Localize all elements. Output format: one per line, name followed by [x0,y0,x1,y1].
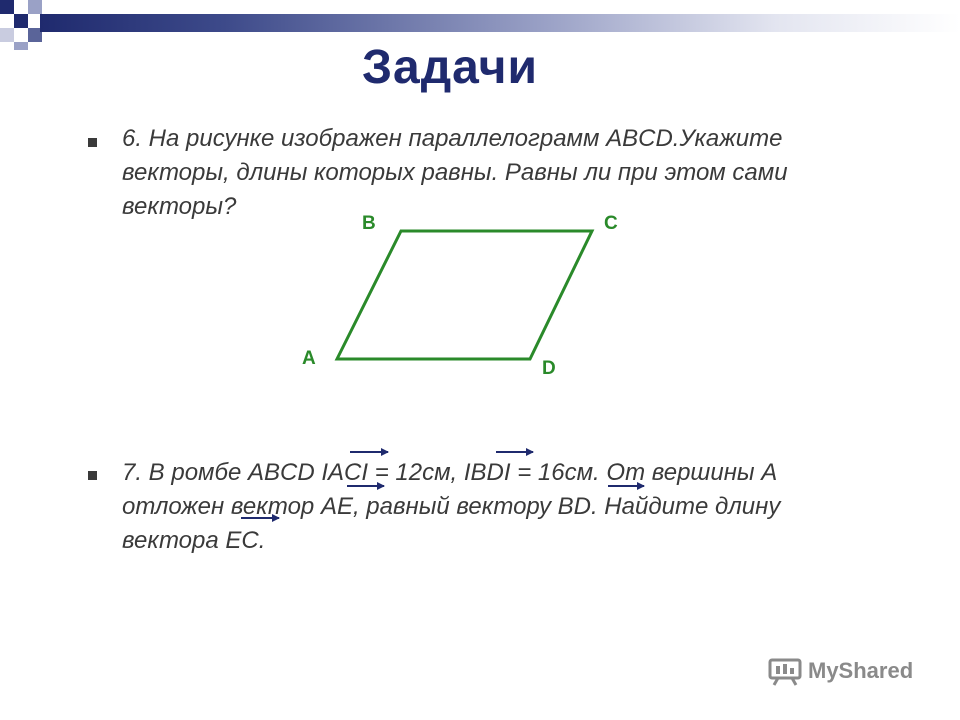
watermark [768,656,913,686]
parallelogram-abcd [337,231,592,359]
decor-square [0,0,14,14]
task-6-text [122,122,788,224]
decor-square [28,0,42,14]
watermark-text: MyShared [808,658,914,683]
task-7-line-1: 7. В ромбе ABCD IACI = 12см, IBDI = 16см. От вершины A [122,459,778,486]
vertex-label-c: C [604,213,618,234]
bullet-task-7 [88,471,97,480]
presentation-board-icon [768,656,802,686]
task-6-line-1: 6. На рисунке изображен параллелограмм ABCD.Укажите [122,125,783,152]
task-7-line-3: вектора EC. [122,527,266,554]
task-7-line-2: отложен вектор AE, равный вектору BD. Найдите длину [122,493,781,520]
task-7-text [122,456,780,558]
task-6-line-3: векторы? [122,193,237,220]
vertex-label-d: D [542,358,556,379]
slide-title [0,40,960,95]
task-6-line-2: векторы, длины которых равны. Равны ли при этом сами [122,159,788,186]
header-gradient-bar [40,14,960,32]
vertex-label-a: A [302,348,316,369]
slide-title-text: Задачи [361,41,539,94]
bullet-task-6 [88,138,97,147]
decor-square [14,14,28,28]
vertex-label-b: B [362,213,376,234]
